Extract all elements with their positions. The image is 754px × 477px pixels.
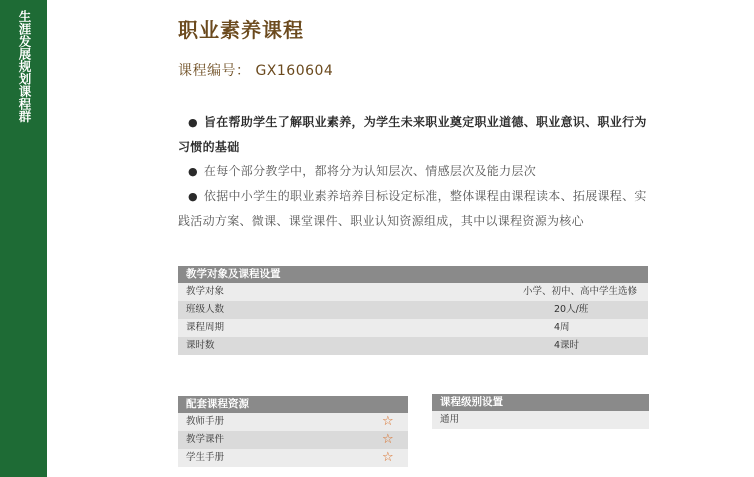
setup-table	[178, 266, 648, 355]
sidebar-label: 生涯发展规划课程群	[17, 10, 32, 123]
description-list	[178, 110, 650, 233]
row-value: 4课时	[554, 340, 580, 351]
sidebar	[0, 0, 47, 477]
description-item: ● 在每个部分教学中，都将分为认知层次、情感层次及能力层次	[188, 164, 537, 178]
bullet-dot-icon: ●	[188, 165, 198, 178]
row-label: 教学对象	[186, 286, 225, 297]
level-table-header: 课程级别设置	[432, 394, 649, 411]
page-title: 职业素养课程	[178, 18, 304, 42]
table-row	[178, 449, 408, 467]
table-row	[178, 431, 408, 449]
row-label: 课时数	[186, 340, 215, 351]
table-row	[178, 283, 648, 301]
level-table	[432, 394, 649, 429]
table-row	[178, 413, 408, 431]
description-item: ● 依据中小学生的职业素养培养目标设定标准，整体课程由课程读本、拓展课程、实践活动方案、微课、课堂课件、职业认知资源组成，其中以课程资源为核心	[178, 189, 647, 228]
description-item: ● 旨在帮助学生了解职业素养，为学生未来职业奠定职业道德、职业意识、职业行为习惯的基础	[178, 115, 647, 154]
setup-table-header: 教学对象及课程设置	[178, 266, 648, 283]
star-icon: ☆	[382, 414, 394, 429]
table-row	[178, 337, 648, 355]
table-row	[432, 411, 649, 429]
star-icon: ☆	[382, 450, 394, 465]
course-code: 课程编号： GX160604	[178, 63, 334, 79]
bullet-dot-icon: ●	[188, 190, 198, 203]
row-label: 课程周期	[186, 322, 225, 333]
row-label: 教师手册	[186, 416, 225, 427]
row-label: 班级人数	[186, 304, 225, 315]
star-icon: ☆	[382, 432, 394, 447]
table-row	[178, 319, 648, 337]
bullet-dot-icon: ●	[188, 116, 198, 129]
row-value: 4周	[554, 322, 570, 333]
resources-table	[178, 396, 408, 467]
table-row	[178, 301, 648, 319]
row-value: 小学、初中、高中学生选修	[523, 286, 638, 297]
row-label: 教学课件	[186, 434, 225, 445]
row-value: 20人/班	[554, 304, 589, 315]
row-label: 通用	[440, 414, 460, 425]
resources-table-header: 配套课程资源	[178, 396, 408, 413]
row-label: 学生手册	[186, 452, 225, 463]
